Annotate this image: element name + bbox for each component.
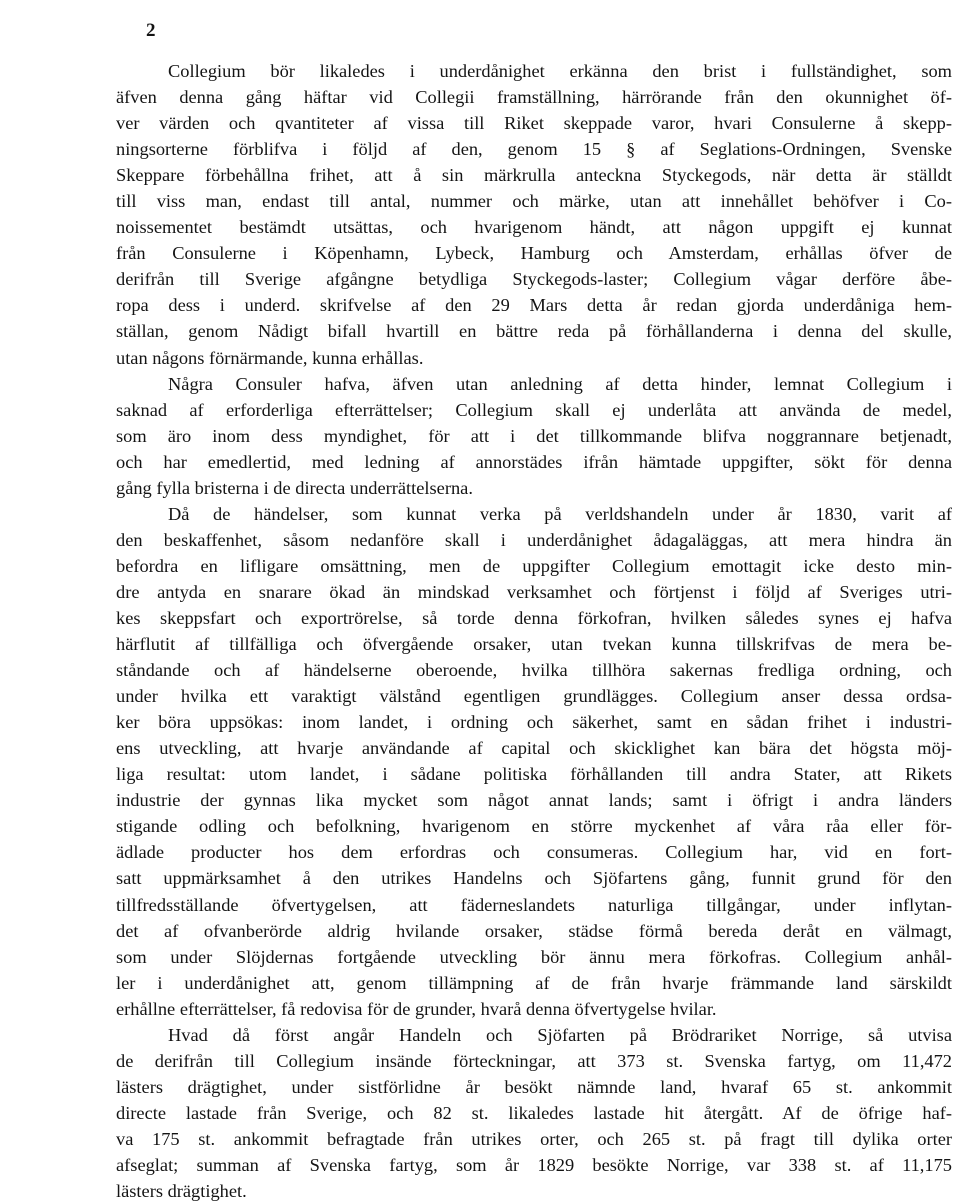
text-line: liga resultat: utom landet, i sådane politiska förhållanden till andra Stater, att Rikets — [116, 764, 952, 785]
text-line: ker böra uppsökas: inom landet, i ordning och säkerhet, samt en sådan frihet i industri- — [116, 712, 952, 733]
text-line: härflutit af tillfälliga och öfvergående orsaker, utan tvekan kunna tillskrifvas de mera be- — [116, 634, 952, 655]
text-line: som äro inom dess myndighet, för att i det tillkommande blifva noggrannare betjenadt, — [116, 425, 952, 446]
text-line: kes skeppsfart och exportrörelse, så torde denna förkofran, hvilken således synes ej hafva — [116, 607, 952, 628]
text-line: till viss man, endast till antal, nummer och märke, utan att innehållet behöfver i Co- — [116, 191, 952, 212]
text-line: ropa dess i underd. skrifvelse af den 29 Mars detta år redan gjorda underdåniga hem- — [116, 295, 952, 316]
text-line: och har emedlertid, med ledning af annorstädes ifrån hämtade uppgifter, sökt för denna — [116, 451, 952, 472]
text-line: äfven denna gång häftar vid Collegii framställning, härrörande från den okunnighet öf- — [116, 87, 952, 108]
text-line: från Consulerne i Köpenhamn, Lybeck, Hamburg och Amsterdam, erhållas öfver de — [116, 243, 952, 264]
text-line: som under Slöjdernas fortgående utveckling bör ännu mera förkofras. Collegium anhål- — [116, 946, 952, 967]
text-line: Några Consuler hafva, äfven utan anledning af detta hinder, lemnat Collegium i — [168, 373, 952, 394]
text-line: stigande odling och befolkning, hvarigenom en större myckenhet af våra råa eller för- — [116, 816, 952, 837]
text-line: Skeppare förbehållna frihet, att å sin märkrulla anteckna Styckegods, när detta är ställdt — [116, 165, 952, 186]
text-line: ädlade producter hos dem erfordras och consumeras. Collegium har, vid en fort- — [116, 842, 952, 863]
text-line: ställan, genom Nådigt bifall hvartill en bättre reda på förhållanderna i denna del skulle, — [116, 321, 952, 342]
text-line: lästers drägtighet. — [116, 1181, 247, 1202]
text-line: lästers drägtighet, under sistförlidne år besökt nämnde land, hvaraf 65 st. ankommit — [116, 1076, 952, 1097]
text-line: ståndande och af händelserne oberoende, hvilka tillhöra sakernas fredliga ordning, och — [116, 660, 952, 681]
text-line: ningsorterne förblifva i följd af den, genom 15 § af Seglations-Ordningen, Svenske — [116, 139, 952, 160]
text-line: Hvad då först angår Handeln och Sjöfarten på Brödrariket Norrige, så utvisa — [168, 1024, 952, 1045]
body-text — [116, 58, 952, 1204]
text-line: satt uppmärksamhet å den utrikes Handelns och Sjöfartens gång, funnit grund för den — [116, 868, 952, 889]
text-line: afseglat; summan af Svenska fartyg, som år 1829 besökte Norrige, var 338 st. af 11,175 — [116, 1154, 952, 1175]
text-line: ver värden och qvantiteter af vissa till Riket skeppade varor, hvari Consulerne å skepp- — [116, 113, 952, 134]
text-line: under hvilka ett varaktigt välstånd egentligen grundlägges. Collegium anser dessa ordsa- — [116, 686, 952, 707]
text-line: derifrån till Sverige afgångne betydliga Styckegods-laster; Collegium vågar derföre åbe- — [116, 269, 952, 290]
text-line: saknad af erforderliga efterrättelser; Collegium skall ej underlåta att använda de medel, — [116, 399, 952, 420]
text-line: tillfredsställande öfvertygelsen, att fäderneslandets naturliga tillgångar, under inflytan- — [116, 894, 952, 915]
text-line: Då de händelser, som kunnat verka på verldshandeln under år 1830, varit af — [168, 503, 952, 524]
text-line: ler i underdånighet att, genom tillämpning af de från hvarje främmande land särskildt — [116, 972, 952, 993]
text-line: directe lastade från Sverige, och 82 st. likaledes lastade hit återgått. Af de öfrige haf- — [116, 1102, 952, 1123]
page-number: 2 — [146, 20, 156, 41]
text-line: erhållne efterrättelser, få redovisa för de grunder, hvarå denna öfvertygelse hvilar. — [116, 998, 717, 1019]
text-line: den beskaffenhet, såsom nedanföre skall i underdånighet ådagaläggas, att mera hindra än — [116, 529, 952, 550]
text-line: befordra en lifligare omsättning, men de uppgifter Collegium emottagit icke desto min- — [116, 555, 952, 576]
text-line: de derifrån till Collegium insände förteckningar, att 373 st. Svenska fartyg, om 11,472 — [116, 1050, 952, 1071]
text-line: utan någons förnärmande, kunna erhållas. — [116, 347, 424, 368]
text-line: va 175 st. ankommit befragtade från utrikes orter, och 265 st. på fragt till dylika orter — [116, 1128, 952, 1149]
text-line: ens utveckling, att hvarje användande af capital och skicklighet kan bära det högsta möj- — [116, 738, 952, 759]
text-line: det af ofvanberörde aldrig hvilande orsaker, städse förmå bereda deråt en välmagt, — [116, 920, 952, 941]
text-line: gång fylla bristerna i de directa underrättelserna. — [116, 477, 473, 498]
text-line: Collegium bör likaledes i underdånighet erkänna den brist i fullständighet, som — [168, 61, 952, 81]
text-line: noissementet bestämdt utsättas, och hvarigenom händt, att någon uppgift ej kunnat — [116, 217, 952, 238]
text-line: industrie der gynnas lika mycket som något annat lands; samt i öfrigt i andra länders — [116, 790, 952, 811]
text-line: dre antyda en snarare ökad än mindskad verksamhet och förtjenst i följd af Sveriges utri- — [116, 581, 952, 602]
